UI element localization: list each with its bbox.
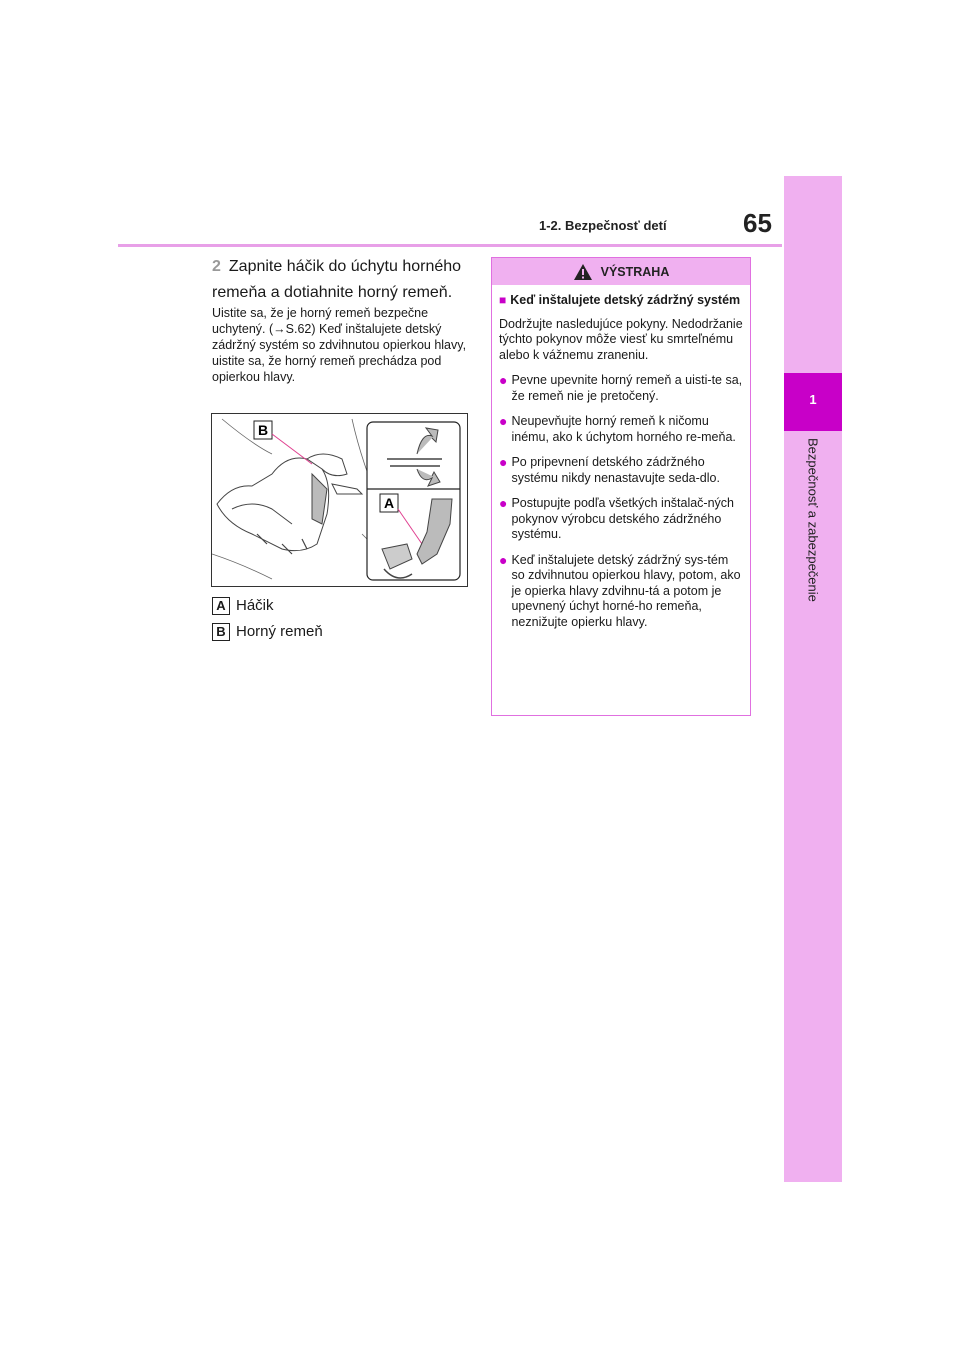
bullet-dot-icon: ● [499, 495, 508, 511]
warning-bullet-text: Postupujte podľa všetkých inštalač-ných pokynov výrobcu detského zádržného systému. [511, 496, 734, 541]
warning-box [491, 257, 751, 716]
label-row-a [212, 596, 274, 616]
warning-subtitle [499, 293, 744, 309]
warning-subtitle-text: Keď inštalujete detský zádržný systém [510, 293, 741, 307]
chapter-title: Bezpečnosť a zabezpečenie [805, 438, 821, 602]
section-header: 1-2. Bezpečnosť detí [539, 218, 667, 233]
warning-bullet-text: Po pripevnení detského zádržného systému nikdy nenastavujte seda-dlo. [511, 455, 720, 485]
label-row-b [212, 622, 323, 642]
step-instruction [212, 254, 472, 306]
step-text: Zapnite háčik do úchytu horného remeňa a dotiahnite horný remeň. [212, 258, 462, 301]
bullet-dot-icon: ● [499, 551, 508, 568]
seat-strap-drawing [212, 414, 467, 586]
warning-bullet [499, 455, 744, 486]
label-letter-b: B [212, 623, 230, 641]
page-number: 65 [743, 208, 772, 238]
callout-a: A [383, 495, 395, 511]
bullet-dot-icon: ● [499, 413, 508, 429]
warning-bullet [499, 553, 744, 631]
installation-illustration [211, 413, 468, 587]
step-number: 2 [212, 258, 221, 275]
bullet-dot-icon: ● [499, 454, 508, 470]
warning-header [492, 258, 750, 285]
warning-bullet [499, 373, 744, 404]
label-letter-a: A [212, 597, 230, 615]
label-text-a: Háčik [236, 597, 274, 614]
square-bullet-icon: ■ [499, 293, 507, 307]
chapter-number: 1 [809, 392, 817, 407]
header-divider [118, 244, 782, 247]
warning-bullet-text: Keď inštalujete detský zádržný sys-tém so zdvihnutou opierkou hlavy, potom, ako je opierka hlavy zdvihnu-tá a potom je upevnený úchyt horné-ho remeňa, neznižujte opierku hlavy. [511, 552, 741, 629]
body-paragraph: Uistite sa, že je horný remeň bezpečne uchytený. (→S.62) Keď inštalujete detský zádržný systém so zdvihnutou opierkou hlavy, uistite sa, že horný remeň prechádza pod opierkou hlavy. [212, 306, 467, 384]
warning-triangle-icon [573, 263, 593, 281]
warning-bullet-text: Pevne upevnite horný remeň a uisti-te sa, že remeň nie je pretočený. [511, 373, 743, 403]
callout-b: B [257, 422, 269, 438]
warning-bullet [499, 414, 744, 445]
warning-bullet-text: Neupevňujte horný remeň k ničomu inému, ako k úchytom horného re-meňa. [511, 414, 736, 444]
chapter-side-tab [784, 176, 842, 1182]
warning-intro: Dodržujte nasledujúce pokyny. Nedodržanie týchto pokynov môže viesť ku smrteľnému alebo k vážnemu zraneniu. [499, 316, 743, 362]
warning-bullet [499, 496, 744, 543]
label-text-b: Horný remeň [236, 623, 323, 640]
bullet-dot-icon: ● [499, 372, 508, 388]
warning-title: VÝSTRAHA [600, 264, 670, 279]
